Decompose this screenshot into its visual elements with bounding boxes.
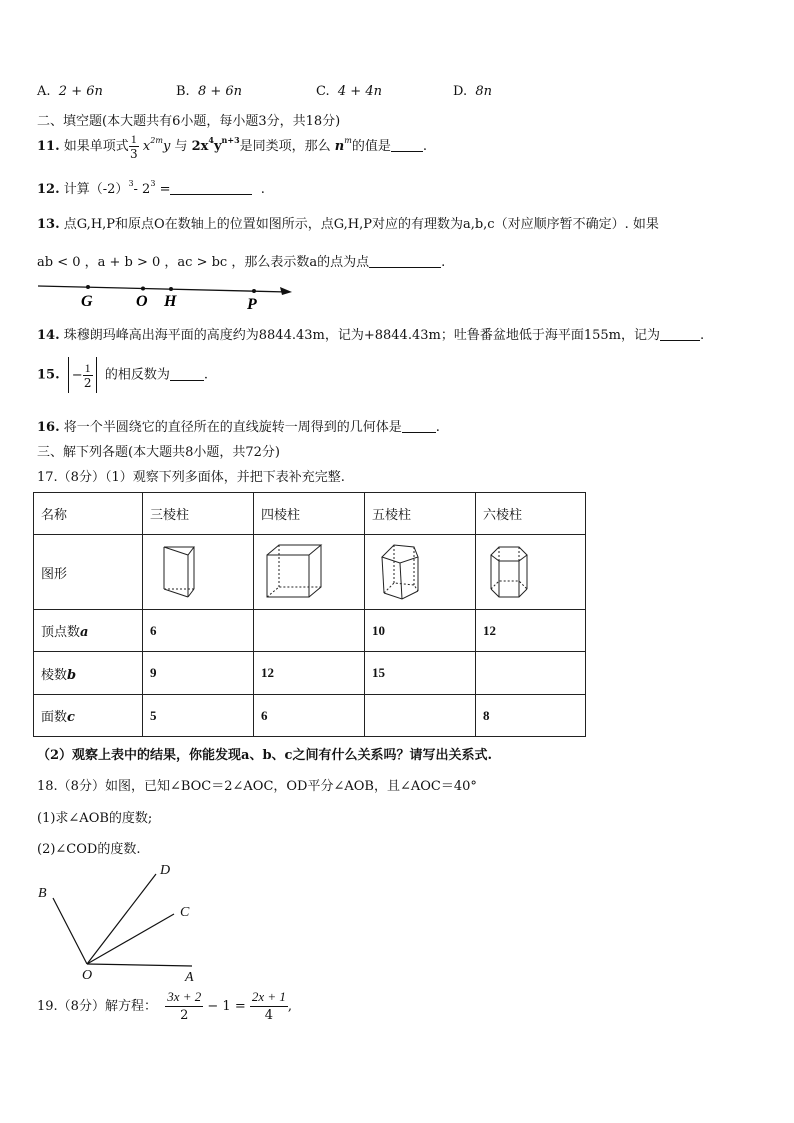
- answer-blank[interactable]: [170, 368, 204, 381]
- angle-figure: [34, 860, 204, 984]
- question-18-intro: 18.（8分）如图，已知∠BOC＝2∠AOC，OD平分∠AOB，且∠AOC＝40°: [37, 779, 477, 794]
- row-label-edges: 棱数b: [34, 652, 143, 695]
- section-3-title: 三、解下列各题(本大题共8小题，共72分): [37, 445, 280, 460]
- hexagonal-prism-figure: [476, 535, 586, 610]
- answer-blank[interactable]: [660, 328, 700, 341]
- number-line-figure: [36, 278, 298, 310]
- choice-a: A. 2 + 6n: [37, 84, 103, 99]
- question-15: 15. − $\frac{1}{2}$ 的相反数为 .: [37, 357, 208, 393]
- header-hexagonal-prism: 六棱柱: [476, 493, 586, 535]
- question-13-line1: 13. 点G,H,P和原点O在数轴上的位置如图所示，点G,H,P对应的有理数为a,b,c（对应顺序暂不确定）. 如果: [37, 217, 659, 232]
- question-13-line2: ab < 0 ，a + b > 0 ，ac > bc ，那么表示数a的点为点 .: [37, 255, 446, 270]
- table-cell: 6: [143, 610, 254, 652]
- table-cell: 5: [143, 695, 254, 737]
- fraction: $\frac{1}{3}$: [129, 132, 138, 161]
- label-b: B: [38, 886, 47, 901]
- question-16: 16. 将一个半圆绕它的直径所在的直线旋转一周得到的几何体是 .: [37, 420, 440, 435]
- table-cell: 12: [476, 610, 586, 652]
- label-d: D: [160, 863, 171, 878]
- absolute-value: − $\frac{1}{2}$: [68, 357, 97, 393]
- question-18-part1: (1)求∠AOB的度数;: [37, 811, 153, 826]
- header-triangular-prism: 三棱柱: [143, 493, 254, 535]
- question-17-part2: （2）观察上表中的结果，你能发现a、b、c之间有什么关系吗？请写出关系式.: [37, 748, 493, 763]
- question-11: 11. 如果单项式 $\frac{1}{3}$ $x^{2m}y$ 与 $2x^4y^{n+3}$是同类项，那么 $n^m$的值是 .: [37, 132, 427, 161]
- quadrangular-prism-figure: [254, 535, 365, 610]
- row-label-figure: 图形: [34, 535, 143, 610]
- question-12: 12. 计算$(-2)^3-$ $2^3$ = .: [37, 179, 265, 197]
- label-o: O: [82, 968, 93, 983]
- table-cell: 9: [143, 652, 254, 695]
- answer-blank[interactable]: [369, 255, 441, 268]
- table-cell: 12: [254, 652, 365, 695]
- answer-blank[interactable]: [402, 420, 436, 433]
- axis-label-h: H: [164, 293, 177, 310]
- question-18-part2: (2)∠COD的度数.: [37, 842, 141, 857]
- row-label-faces: 面数c: [34, 695, 143, 737]
- table-cell-blank[interactable]: [254, 610, 365, 652]
- table-cell: 8: [476, 695, 586, 737]
- label-a: A: [185, 970, 194, 984]
- table-cell: 15: [365, 652, 476, 695]
- header-pentagonal-prism: 五棱柱: [365, 493, 476, 535]
- axis-label-o: O: [136, 293, 148, 310]
- table-cell: 10: [365, 610, 476, 652]
- table-cell-blank[interactable]: [476, 652, 586, 695]
- choice-d: D. 8n: [453, 84, 493, 99]
- section-2-title: 二、填空题(本大题共有6小题，每小题3分，共18分): [37, 114, 341, 129]
- answer-blank[interactable]: [391, 139, 423, 152]
- table-cell: 6: [254, 695, 365, 737]
- answer-blank[interactable]: [170, 182, 252, 195]
- header-quadrangular-prism: 四棱柱: [254, 493, 365, 535]
- axis-label-g: G: [81, 293, 93, 310]
- pentagonal-prism-figure: [365, 535, 476, 610]
- question-14: 14. 珠穆朗玛峰高出海平面的高度约为8844.43m，记为+8844.43m；吐鲁番盆地低于海平面155m，记为 .: [37, 328, 705, 343]
- header-name: 名称: [34, 493, 143, 535]
- axis-label-p: P: [247, 296, 257, 310]
- question-17-intro: 17.（8分）（1）观察下列多面体，并把下表补充完整.: [37, 470, 345, 485]
- polyhedra-table: [33, 492, 586, 737]
- row-label-vertices: 顶点数a: [34, 610, 143, 652]
- choice-c: C. 4 + 4n: [316, 84, 382, 99]
- choice-b: B. 8 + 6n: [176, 84, 243, 99]
- question-19: 19.（8分）解方程： $\frac{3x + 2}{2}$ − 1 = $\frac{2x + 1}{4}$ ,: [37, 989, 293, 1023]
- label-c: C: [180, 905, 190, 920]
- triangular-prism-figure: [143, 535, 254, 610]
- table-cell-blank[interactable]: [365, 695, 476, 737]
